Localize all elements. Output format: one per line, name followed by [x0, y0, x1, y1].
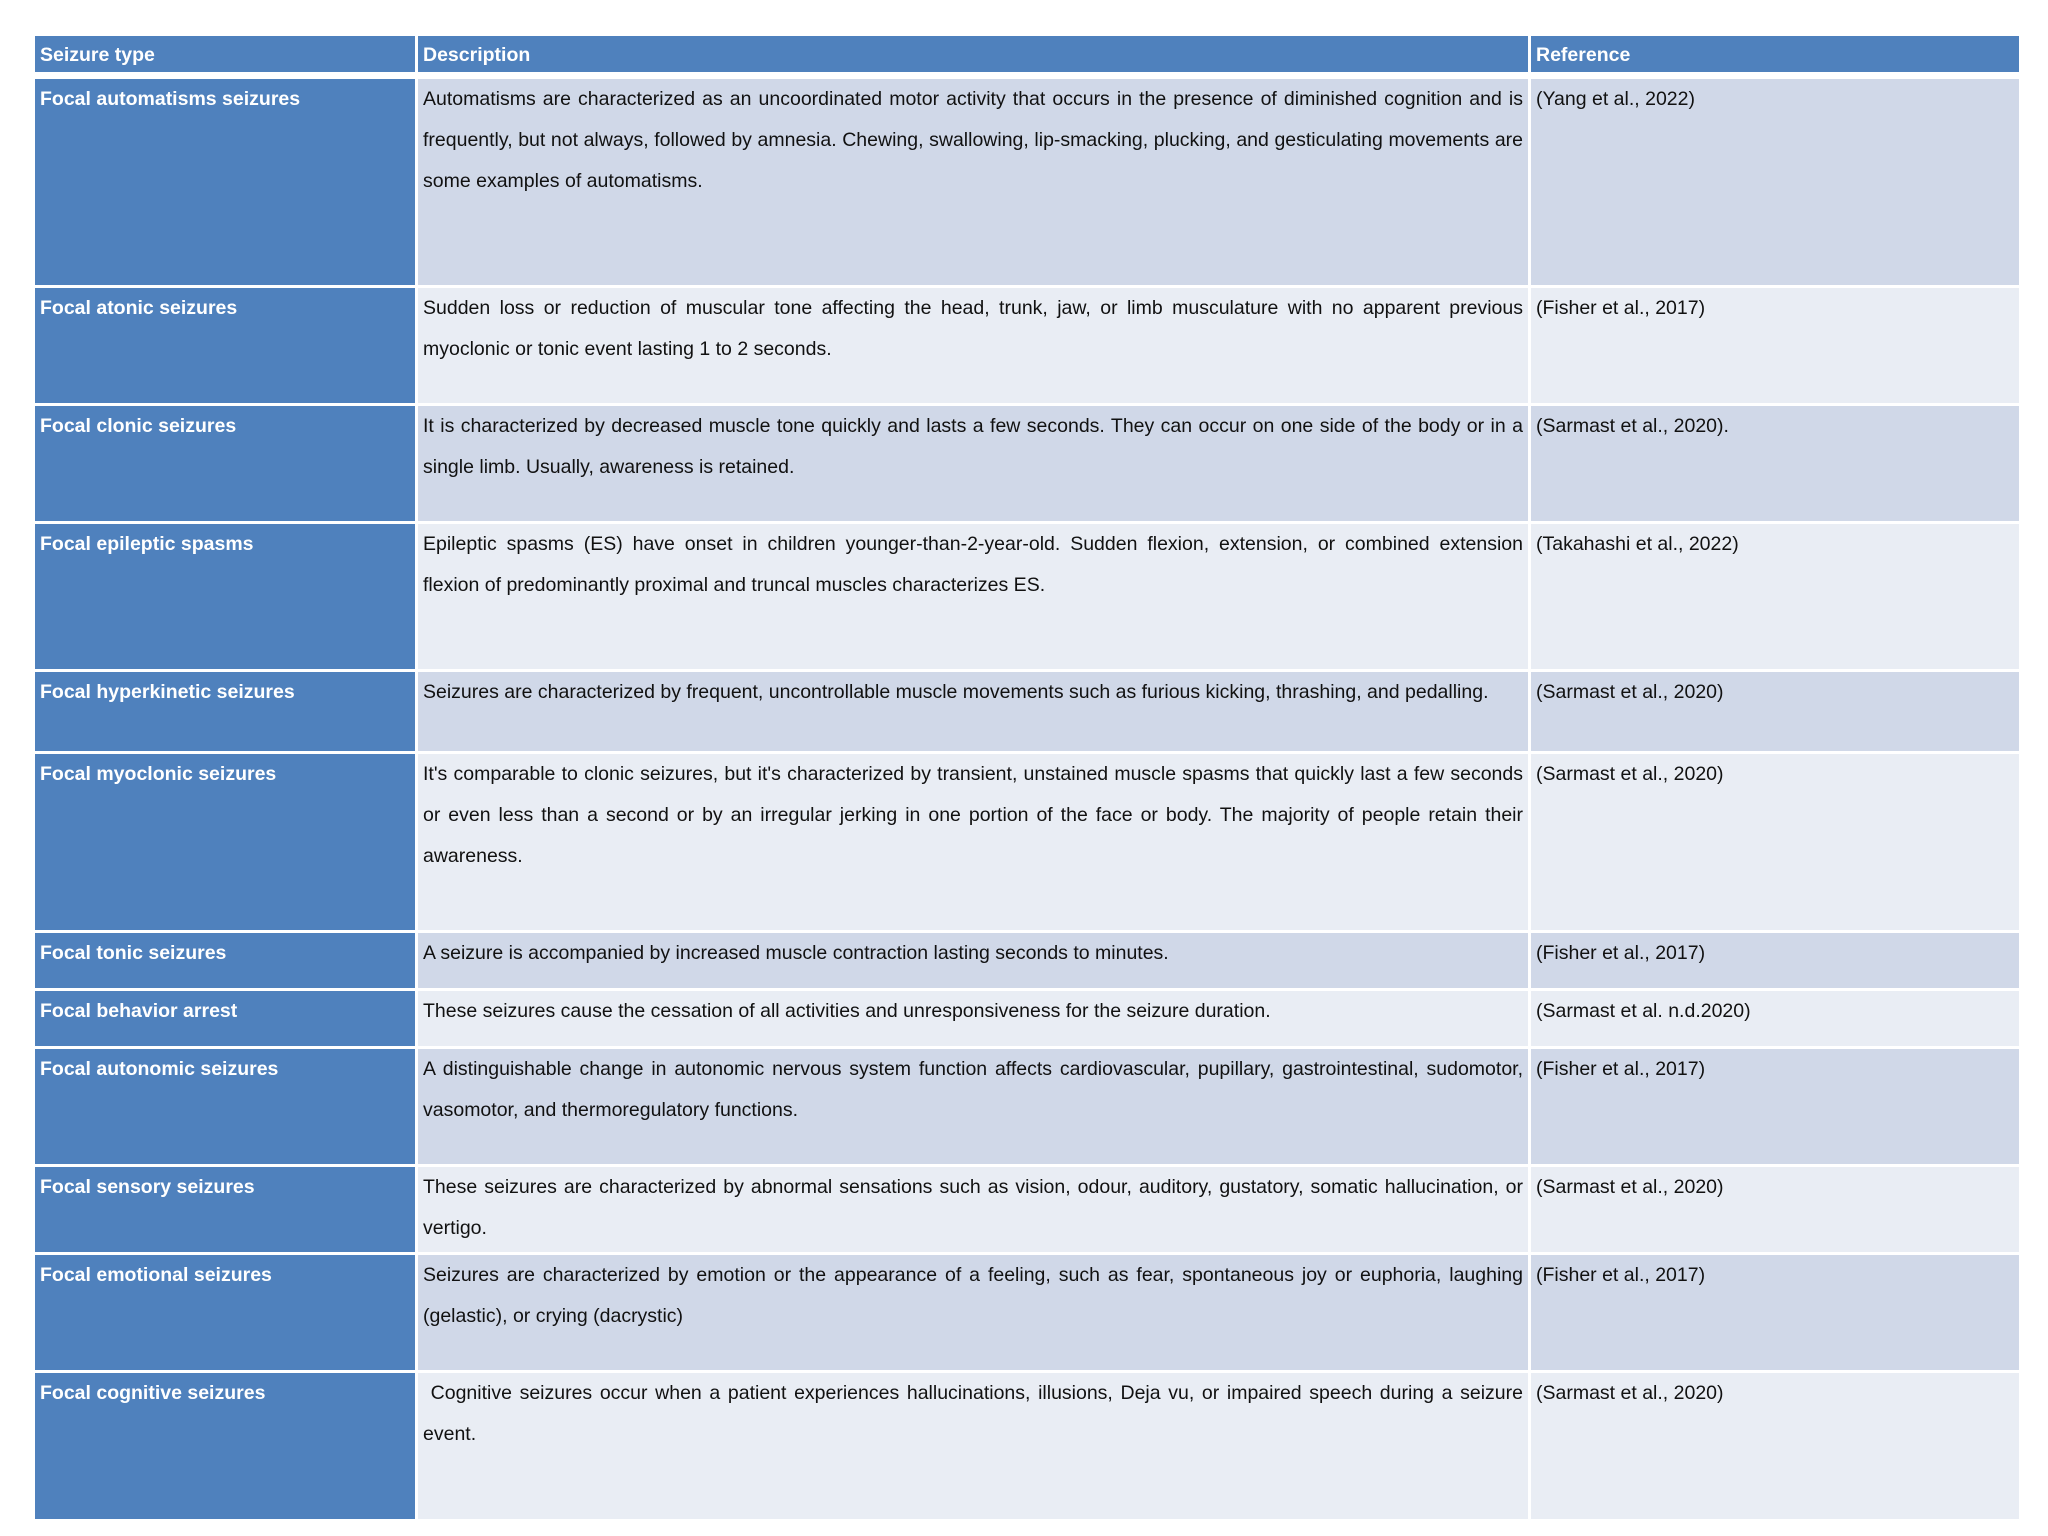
description-cell: A distinguishable change in autonomic nervous system function affects cardiovascular, pupillary, gastrointestinal, sudomotor, vasomotor, and thermoregulatory functions. [418, 1049, 1528, 1167]
seizure-type-cell: Focal epileptic spasms [35, 524, 415, 672]
description-cell: It's comparable to clonic seizures, but it's characterized by transient, unstained muscle spasms that quickly last a few seconds or even less than a second or by an irregular jerking in one portion of the face or body. The majority of people retain their awareness. [418, 754, 1528, 933]
reference-cell: (Sarmast et al., 2020). [1531, 406, 2019, 524]
seizure-type-cell: Focal tonic seizures [35, 933, 415, 991]
description-cell: Seizures are characterized by frequent, uncontrollable muscle movements such as furious kicking, thrashing, and pedalling. [418, 672, 1528, 754]
description-cell: Cognitive seizures occur when a patient experiences hallucinations, illusions, Deja vu, or impaired speech during a seizure event. [418, 1373, 1528, 1519]
reference-cell: (Fisher et al., 2017) [1531, 288, 2019, 406]
reference-cell: (Yang et al., 2022) [1531, 79, 2019, 288]
seizure-type-cell: Focal atonic seizures [35, 288, 415, 406]
description-cell: It is characterized by decreased muscle tone quickly and lasts a few seconds. They can occur on one side of the body or in a single limb. Usually, awareness is retained. [418, 406, 1528, 524]
seizure-type-cell: Focal sensory seizures [35, 1167, 415, 1255]
reference-cell: (Sarmast et al. n.d.2020) [1531, 991, 2019, 1049]
seizure-type-cell: Focal automatisms seizures [35, 79, 415, 288]
description-cell: Seizures are characterized by emotion or the appearance of a feeling, such as fear, spontaneous joy or euphoria, laughing (gelastic), or crying (dacrystic) [418, 1255, 1528, 1373]
seizure-types-table [35, 36, 2013, 1519]
reference-cell: (Fisher et al., 2017) [1531, 1255, 2019, 1373]
description-cell: Sudden loss or reduction of muscular tone affecting the head, trunk, jaw, or limb musculature with no apparent previous myoclonic or tonic event lasting 1 to 2 seconds. [418, 288, 1528, 406]
seizure-type-cell: Focal clonic seizures [35, 406, 415, 524]
description-cell: Automatisms are characterized as an uncoordinated motor activity that occurs in the presence of diminished cognition and is frequently, but not always, followed by amnesia. Chewing, swallowing, lip-smacking, plucking, and gesticulating movements are some examples of automatisms. [418, 79, 1528, 288]
seizure-type-cell: Focal emotional seizures [35, 1255, 415, 1373]
header-description: Description [418, 36, 1528, 72]
description-cell: These seizures are characterized by abnormal sensations such as vision, odour, auditory, gustatory, somatic hallucination, or vertigo. [418, 1167, 1528, 1255]
reference-cell: (Fisher et al., 2017) [1531, 1049, 2019, 1167]
reference-cell: (Fisher et al., 2017) [1531, 933, 2019, 991]
seizure-type-cell: Focal cognitive seizures [35, 1373, 415, 1519]
reference-cell: (Sarmast et al., 2020) [1531, 754, 2019, 933]
header-spacer [35, 72, 2019, 79]
reference-cell: (Sarmast et al., 2020) [1531, 1373, 2019, 1519]
seizure-type-cell: Focal autonomic seizures [35, 1049, 415, 1167]
header-seizure-type: Seizure type [35, 36, 415, 72]
description-cell: A seizure is accompanied by increased muscle contraction lasting seconds to minutes. [418, 933, 1528, 991]
reference-cell: (Takahashi et al., 2022) [1531, 524, 2019, 672]
seizure-type-cell: Focal hyperkinetic seizures [35, 672, 415, 754]
reference-cell: (Sarmast et al., 2020) [1531, 1167, 2019, 1255]
seizure-type-cell: Focal myoclonic seizures [35, 754, 415, 933]
reference-cell: (Sarmast et al., 2020) [1531, 672, 2019, 754]
description-cell: These seizures cause the cessation of all activities and unresponsiveness for the seizure duration. [418, 991, 1528, 1049]
seizure-type-cell: Focal behavior arrest [35, 991, 415, 1049]
header-reference: Reference [1531, 36, 2019, 72]
description-cell: Epileptic spasms (ES) have onset in children younger-than-2-year-old. Sudden flexion, extension, or combined extension flexion of predominantly proximal and truncal muscles characterizes ES. [418, 524, 1528, 672]
